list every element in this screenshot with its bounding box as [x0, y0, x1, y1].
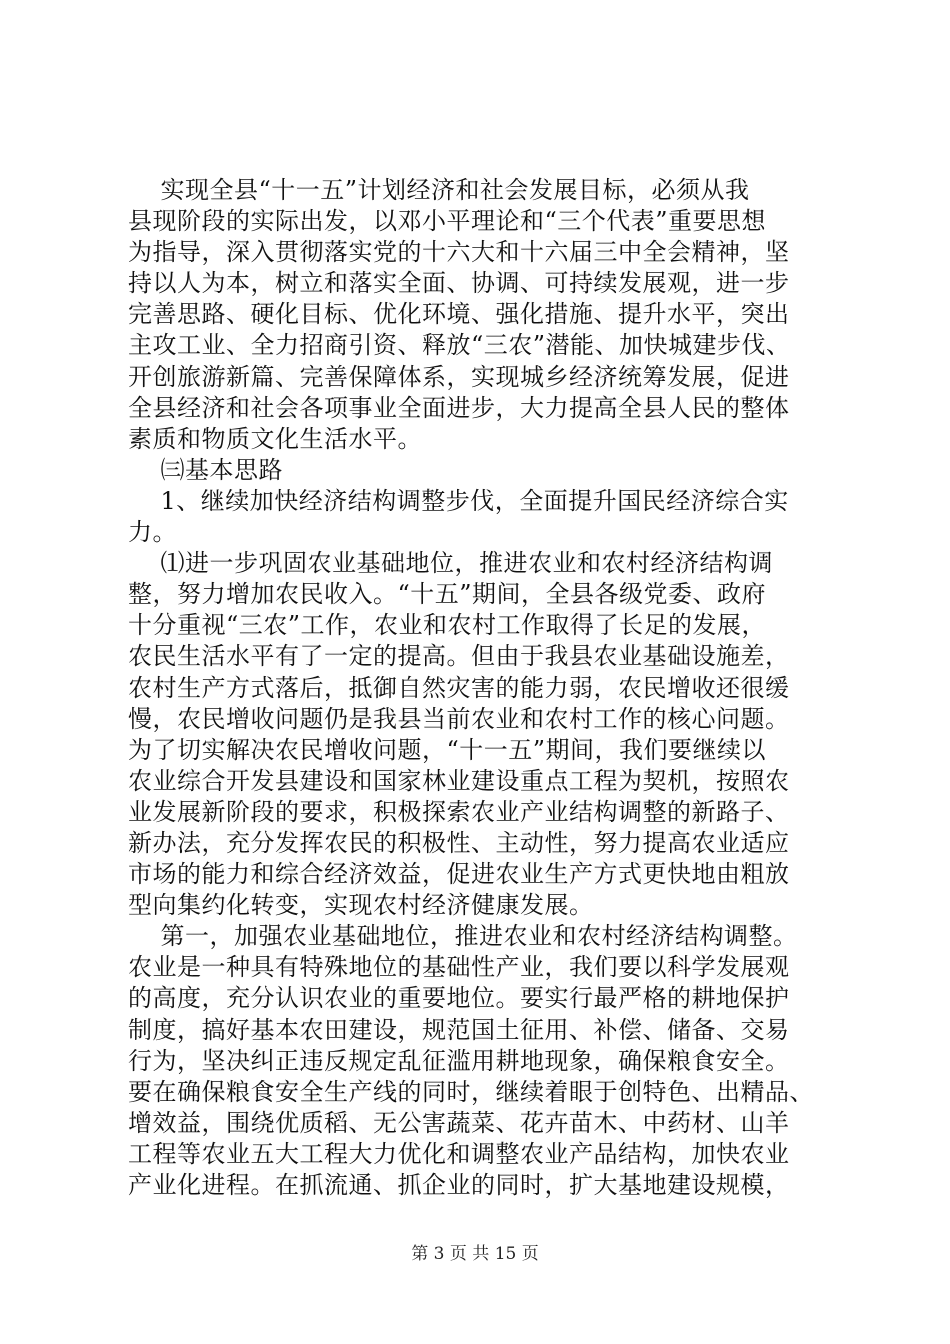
text-line: 产业化进程。在抓流通、抓企业的同时，扩大基地建设规模， — [128, 1171, 790, 1199]
text-line: 1、继续加快经济结构调整步伐，全面提升国民经济综合实 — [128, 486, 789, 515]
text-line: 农村生产方式落后，抵御自然灾害的能力弱，农民增收还很缓 — [128, 673, 790, 702]
text-line: 慢，农民增收问题仍是我县当前农业和农村工作的核心问题。 — [128, 704, 790, 733]
text-line: 市场的能力和综合经济效益，促进农业生产方式更快地由粗放 — [128, 860, 790, 889]
text-line: 十分重视“三农”工作，农业和农村工作取得了长足的发展， — [128, 611, 767, 640]
text-line: 增效益，围绕优质稻、无公害蔬菜、花卉苗木、中药材、山羊 — [128, 1108, 790, 1137]
text-line: 整，努力增加农民收入。“十五”期间，全县各级党委、政府 — [128, 580, 767, 609]
page-footer: 第 3 页 共 15 页 — [411, 1244, 539, 1264]
text-line: 农民生活水平有了一定的提高。但由于我县农业基础设施差， — [128, 642, 790, 671]
text-line: 新办法，充分发挥农民的积极性、主动性，努力提高农业适应 — [128, 828, 790, 857]
text-line: 业发展新阶段的要求，积极探索农业产业结构调整的新路子、 — [128, 797, 790, 826]
text-line: 制度，搞好基本农田建设，规范国土征用、补偿、储备、交易 — [128, 1015, 790, 1044]
text-line: 县现阶段的实际出发，以邓小平理论和“三个代表”重要思想 — [128, 207, 767, 236]
text-line: ⑴进一步巩固农业基础地位，推进农业和农村经济结构调 — [128, 549, 774, 578]
text-line: 为了切实解决农民增收问题，“十一五”期间，我们要继续以 — [128, 735, 767, 764]
text-line: 第一，加强农业基础地位，推进农业和农村经济结构调整。 — [128, 922, 798, 951]
text-line: 行为，坚决纠正违反规定乱征滥用耕地现象，确保粮食安全。 — [128, 1046, 790, 1075]
text-line: 工程等农业五大工程大力优化和调整农业产品结构，加快农业 — [128, 1139, 790, 1168]
text-line: 素质和物质文化生活水平。 — [128, 424, 422, 453]
text-line: 为指导，深入贯彻落实党的十六大和十六届三中全会精神，坚 — [128, 238, 790, 267]
text-line: ㈢基本思路 — [128, 455, 284, 484]
text-line: 开创旅游新篇、完善保障体系，实现城乡经济统筹发展，促进 — [128, 362, 790, 391]
text-line: 完善思路、硬化目标、优化环境、强化措施、提升水平，突出 — [128, 300, 790, 329]
body-text — [128, 175, 828, 1201]
text-line: 农业综合开发县建设和国家林业建设重点工程为契机，按照农 — [128, 766, 790, 795]
text-line: 全县经济和社会各项事业全面进步，大力提高全县人民的整体 — [128, 393, 790, 422]
text-line: 要在确保粮食安全生产线的同时，继续着眼于创特色、出精品、 — [128, 1077, 814, 1106]
text-line: 持以人为本，树立和落实全面、协调、可持续发展观，进一步 — [128, 269, 790, 298]
text-line: 力。 — [128, 518, 177, 547]
text-line: 型向集约化转变，实现农村经济健康发展。 — [128, 891, 594, 920]
text-line: 农业是一种具有特殊地位的基础性产业，我们要以科学发展观 — [128, 953, 790, 982]
text-line: 主攻工业、全力招商引资、释放“三农”潜能、加快城建步伐、 — [128, 331, 791, 360]
text-line: 的高度，充分认识农业的重要地位。要实行最严格的耕地保护 — [128, 984, 790, 1013]
text-line: 实现全县“十一五”计划经济和社会发展目标，必须从我 — [128, 176, 750, 204]
